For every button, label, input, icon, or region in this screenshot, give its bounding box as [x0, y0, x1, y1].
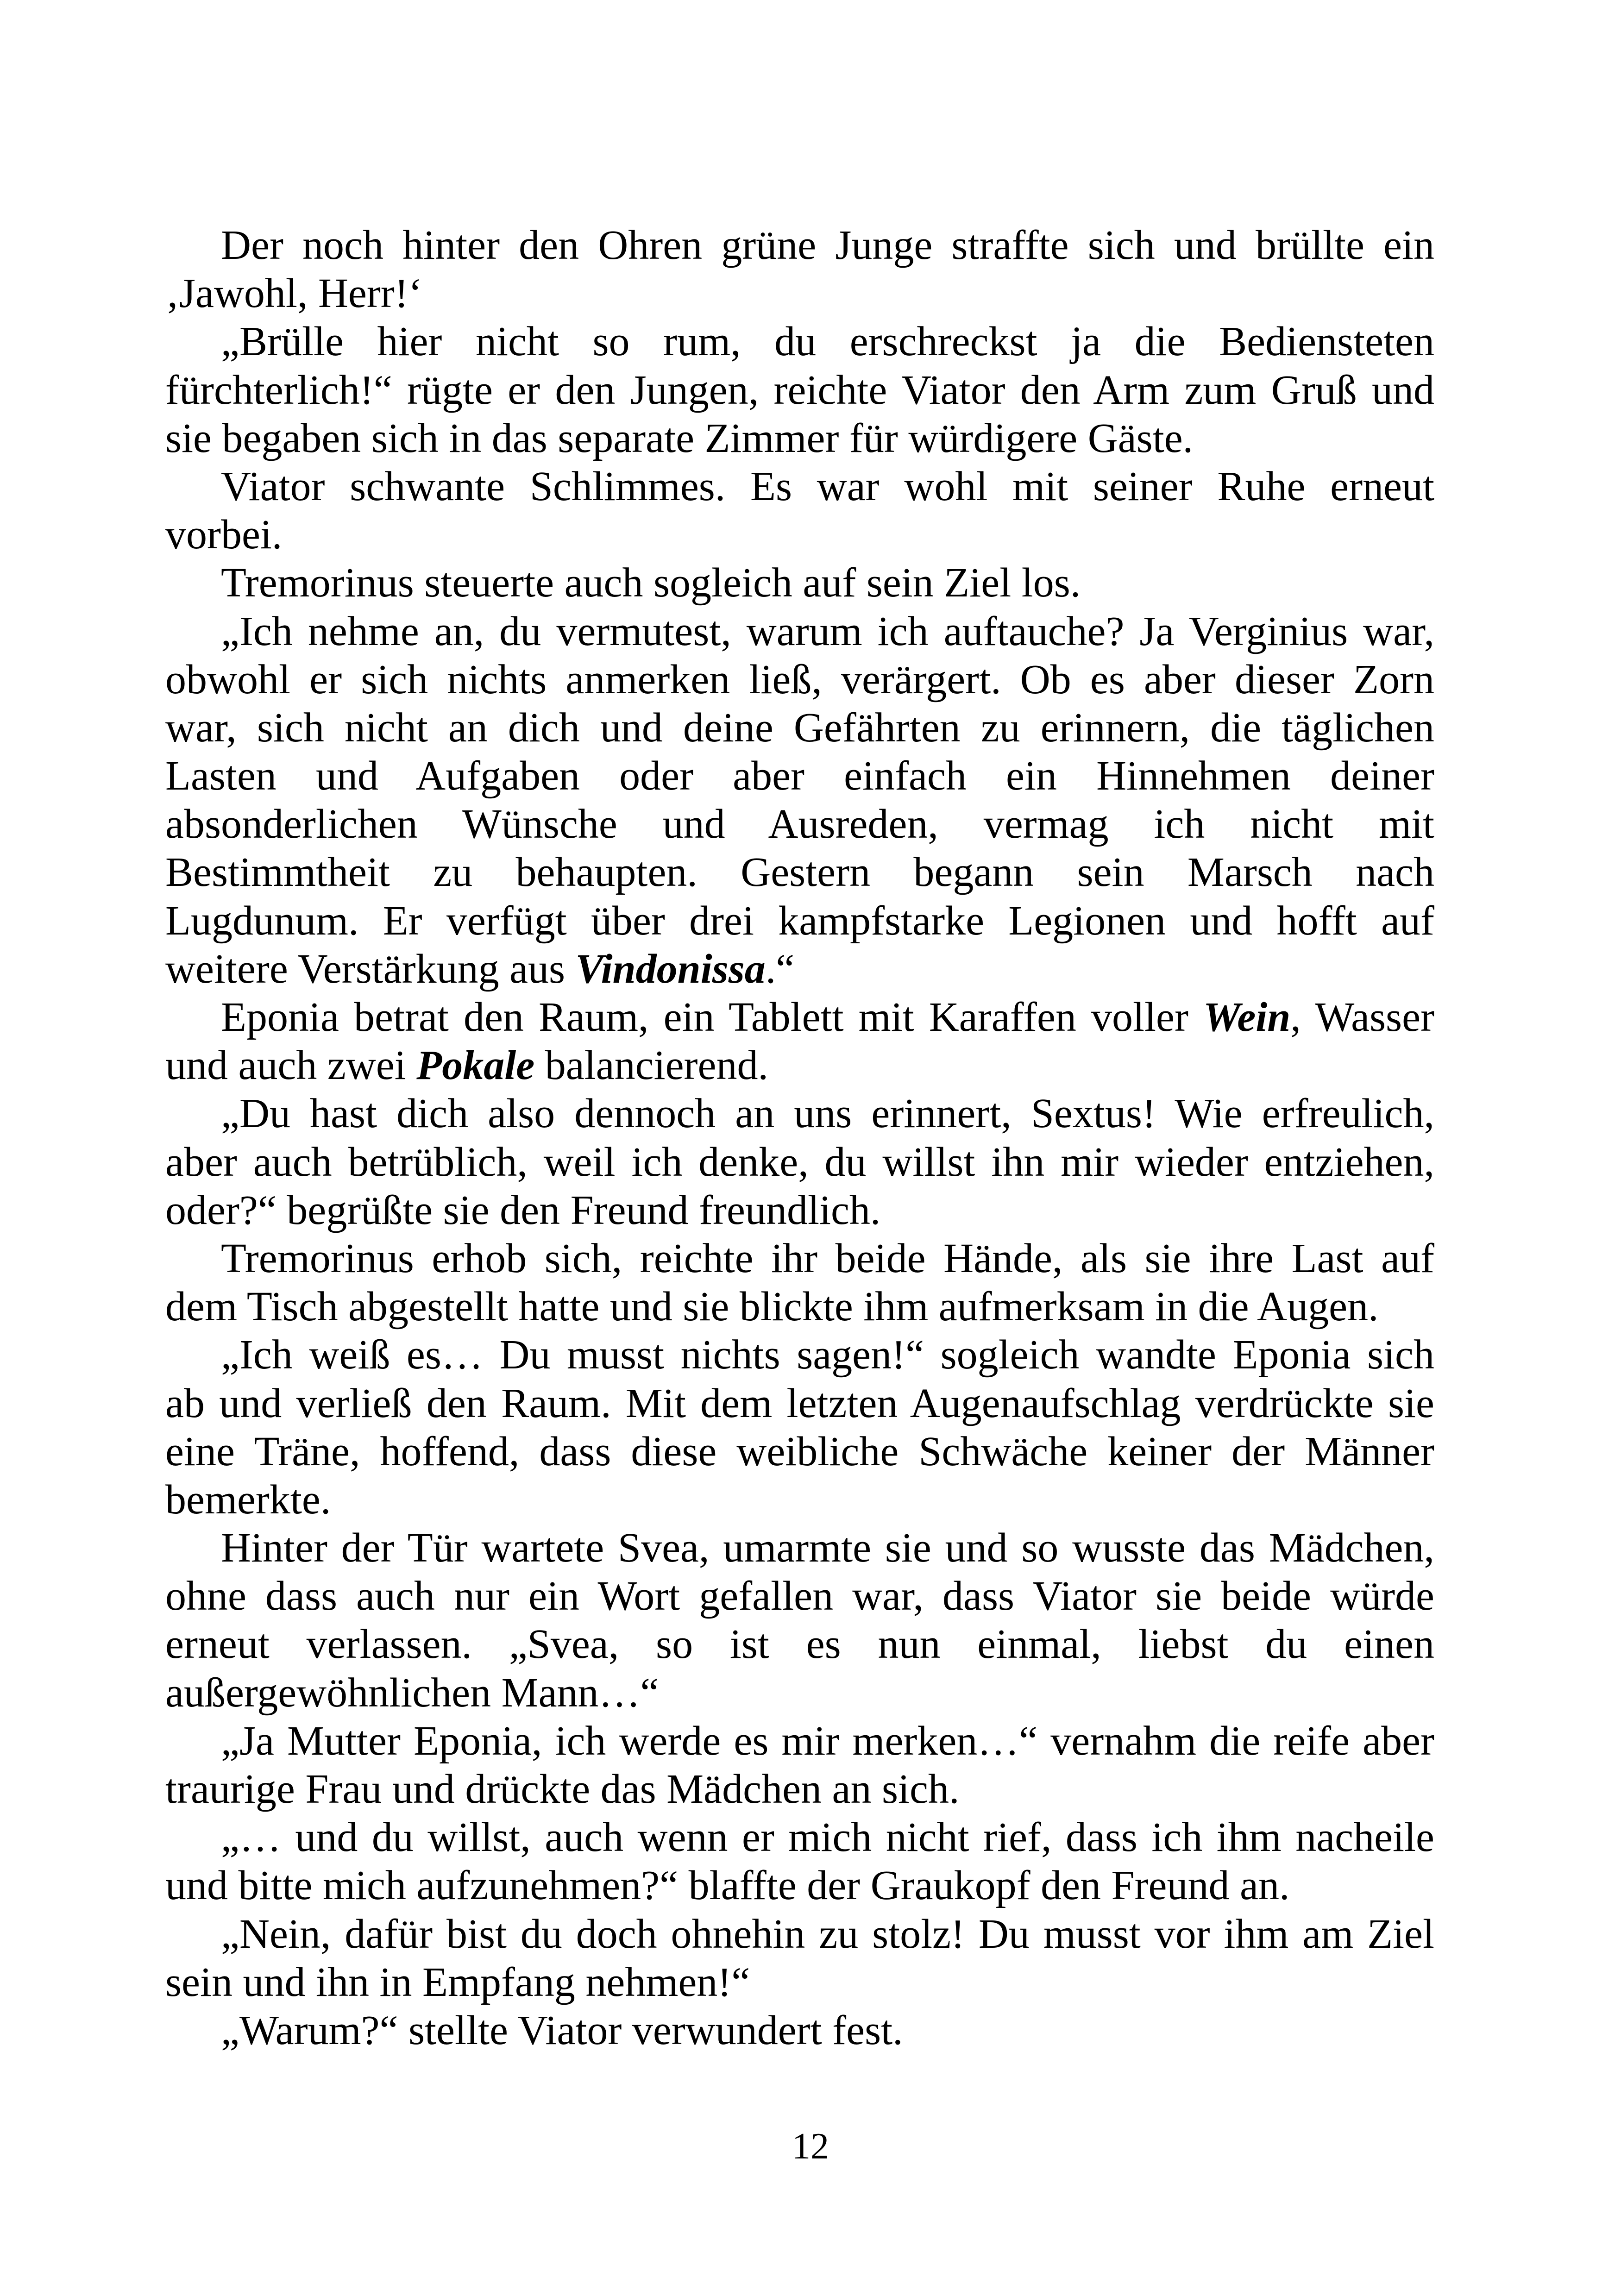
text-segment: sie begaben sich in das separate Zimmer für würdigere Gäste. — [165, 415, 1194, 461]
text-line — [165, 559, 1434, 607]
text-segment: „Ich weiß es… Du musst nichts sagen!“ sogleich wandte Eponia sich — [221, 1332, 1434, 1378]
text-segment: obwohl er sich nichts anmerken ließ, verärgert. Ob es aber dieser Zorn — [165, 656, 1434, 703]
text-segment: bemerkte. — [165, 1476, 331, 1523]
text-segment: Lasten und Aufgaben oder aber einfach ein Hinnehmen deiner — [165, 753, 1434, 799]
text-segment: Tremorinus steuerte auch sogleich auf sein Ziel los. — [221, 560, 1081, 606]
text-segment: fürchterlich!“ rügte er den Jungen, reichte Viator den Arm zum Gruß und — [165, 367, 1434, 413]
text-line — [165, 1380, 1434, 1428]
text-segment: weitere Verstärkung aus — [165, 946, 576, 992]
text-segment: Hinter der Tür wartete Svea, umarmte sie und so wusste das Mädchen, — [221, 1525, 1434, 1571]
text-segment: oder?“ begrüßte sie den Freund freundlich. — [165, 1187, 881, 1233]
text-line — [165, 897, 1434, 945]
text-segment: Tremorinus erhob sich, reichte ihr beide Hände, als sie ihre Last auf — [221, 1235, 1434, 1281]
text-segment: , Wasser — [1290, 994, 1434, 1040]
text-segment: „Warum?“ stellte Viator verwundert fest. — [221, 2007, 903, 2053]
text-line — [165, 1620, 1434, 1669]
text-segment: „Ja Mutter Eponia, ich werde es mir merken…“ vernahm die reife aber — [221, 1718, 1434, 1764]
text-line — [165, 1041, 1434, 1090]
emphasized-term: Wein — [1203, 994, 1291, 1040]
text-segment: Lugdunum. Er verfügt über drei kampfstarke Legionen und hofft auf — [165, 897, 1434, 944]
text-line — [165, 1186, 1434, 1235]
text-line — [165, 221, 1434, 270]
page-number: 12 — [792, 2126, 829, 2167]
text-segment: balancierend. — [534, 1042, 768, 1089]
text-segment: eine Träne, hoffend, dass diese weibliche Schwäche keiner der Männer — [165, 1428, 1434, 1474]
text-line — [165, 511, 1434, 559]
text-line — [165, 1235, 1434, 1283]
text-segment: aber auch betrüblich, weil ich denke, du willst ihn mir wieder entziehen, — [165, 1139, 1434, 1185]
text-segment: absonderlichen Wünsche und Ausreden, vermag ich nicht mit — [165, 801, 1434, 847]
text-line — [165, 1090, 1434, 1138]
text-segment: .“ — [765, 946, 795, 992]
text-line — [165, 366, 1434, 414]
text-segment: Bestimmtheit zu behaupten. Gestern begann sein Marsch nach — [165, 849, 1434, 896]
text-line — [165, 1331, 1434, 1379]
text-line — [165, 752, 1434, 800]
text-line — [165, 1958, 1434, 2007]
text-segment: ‚Jawohl, Herr!‘ — [165, 270, 422, 317]
text-segment: ohne dass auch nur ein Wort gefallen war, dass Viator sie beide würde — [165, 1573, 1434, 1619]
text-line — [165, 993, 1434, 1041]
text-line — [165, 1138, 1434, 1186]
text-segment: Eponia betrat den Raum, ein Tablett mit Karaffen voller — [221, 994, 1204, 1040]
text-segment: sein und ihn in Empfang nehmen!“ — [165, 1959, 750, 2005]
text-segment: war, sich nicht an dich und deine Gefährten zu erinnern, die täglichen — [165, 704, 1434, 751]
text-segment: traurige Frau und drückte das Mädchen an sich. — [165, 1766, 960, 1812]
text-segment: Der noch hinter den Ohren grüne Junge straffte sich und brüllte ein — [221, 222, 1434, 268]
text-line — [165, 1813, 1434, 1862]
text-segment: außergewöhnlichen Mann…“ — [165, 1669, 659, 1716]
text-segment: „Du hast dich also dennoch an uns erinnert, Sextus! Wie erfreulich, — [221, 1091, 1434, 1137]
body-text — [165, 221, 1434, 2055]
text-line — [165, 270, 1434, 318]
text-segment: erneut verlassen. „Svea, so ist es nun einmal, liebst du einen — [165, 1621, 1434, 1668]
text-segment: und bitte mich aufzunehmen?“ blaffte der Graukopf den Freund an. — [165, 1863, 1290, 1909]
text-line — [165, 1910, 1434, 1958]
text-line — [165, 2007, 1434, 2055]
text-segment: „Ich nehme an, du vermutest, warum ich auftauche? Ja Verginius war, — [221, 608, 1434, 654]
emphasized-term: Vindonissa — [575, 946, 766, 992]
text-line — [165, 1476, 1434, 1524]
text-segment: „Brülle hier nicht so rum, du erschreckst ja die Bediensteten — [221, 319, 1434, 365]
text-line — [165, 1862, 1434, 1910]
text-segment: vorbei. — [165, 512, 283, 558]
text-line — [165, 1572, 1434, 1620]
text-line — [165, 414, 1434, 463]
text-line — [165, 1428, 1434, 1476]
text-segment: dem Tisch abgestellt hatte und sie blickte ihm aufmerksam in die Augen. — [165, 1284, 1379, 1330]
text-line — [165, 656, 1434, 704]
text-segment: „… und du willst, auch wenn er mich nicht rief, dass ich ihm nacheile — [221, 1814, 1434, 1861]
text-line — [165, 945, 1434, 993]
text-line — [165, 800, 1434, 848]
text-line — [165, 463, 1434, 511]
text-segment: Viator schwante Schlimmes. Es war wohl mit seiner Ruhe erneut — [221, 463, 1434, 509]
emphasized-term: Pokale — [416, 1042, 535, 1089]
text-line — [165, 608, 1434, 656]
text-segment: ab und verließ den Raum. Mit dem letzten Augenaufschlag verdrückte sie — [165, 1380, 1434, 1426]
text-line — [165, 848, 1434, 897]
text-segment: und auch zwei — [165, 1042, 417, 1089]
text-line — [165, 1669, 1434, 1717]
text-line — [165, 1283, 1434, 1331]
text-line — [165, 318, 1434, 366]
text-line — [165, 1765, 1434, 1813]
text-line — [165, 1524, 1434, 1572]
text-line — [165, 704, 1434, 752]
text-segment: „Nein, dafür bist du doch ohnehin zu stolz! Du musst vor ihm am Ziel — [221, 1911, 1434, 1957]
text-line — [165, 1717, 1434, 1765]
